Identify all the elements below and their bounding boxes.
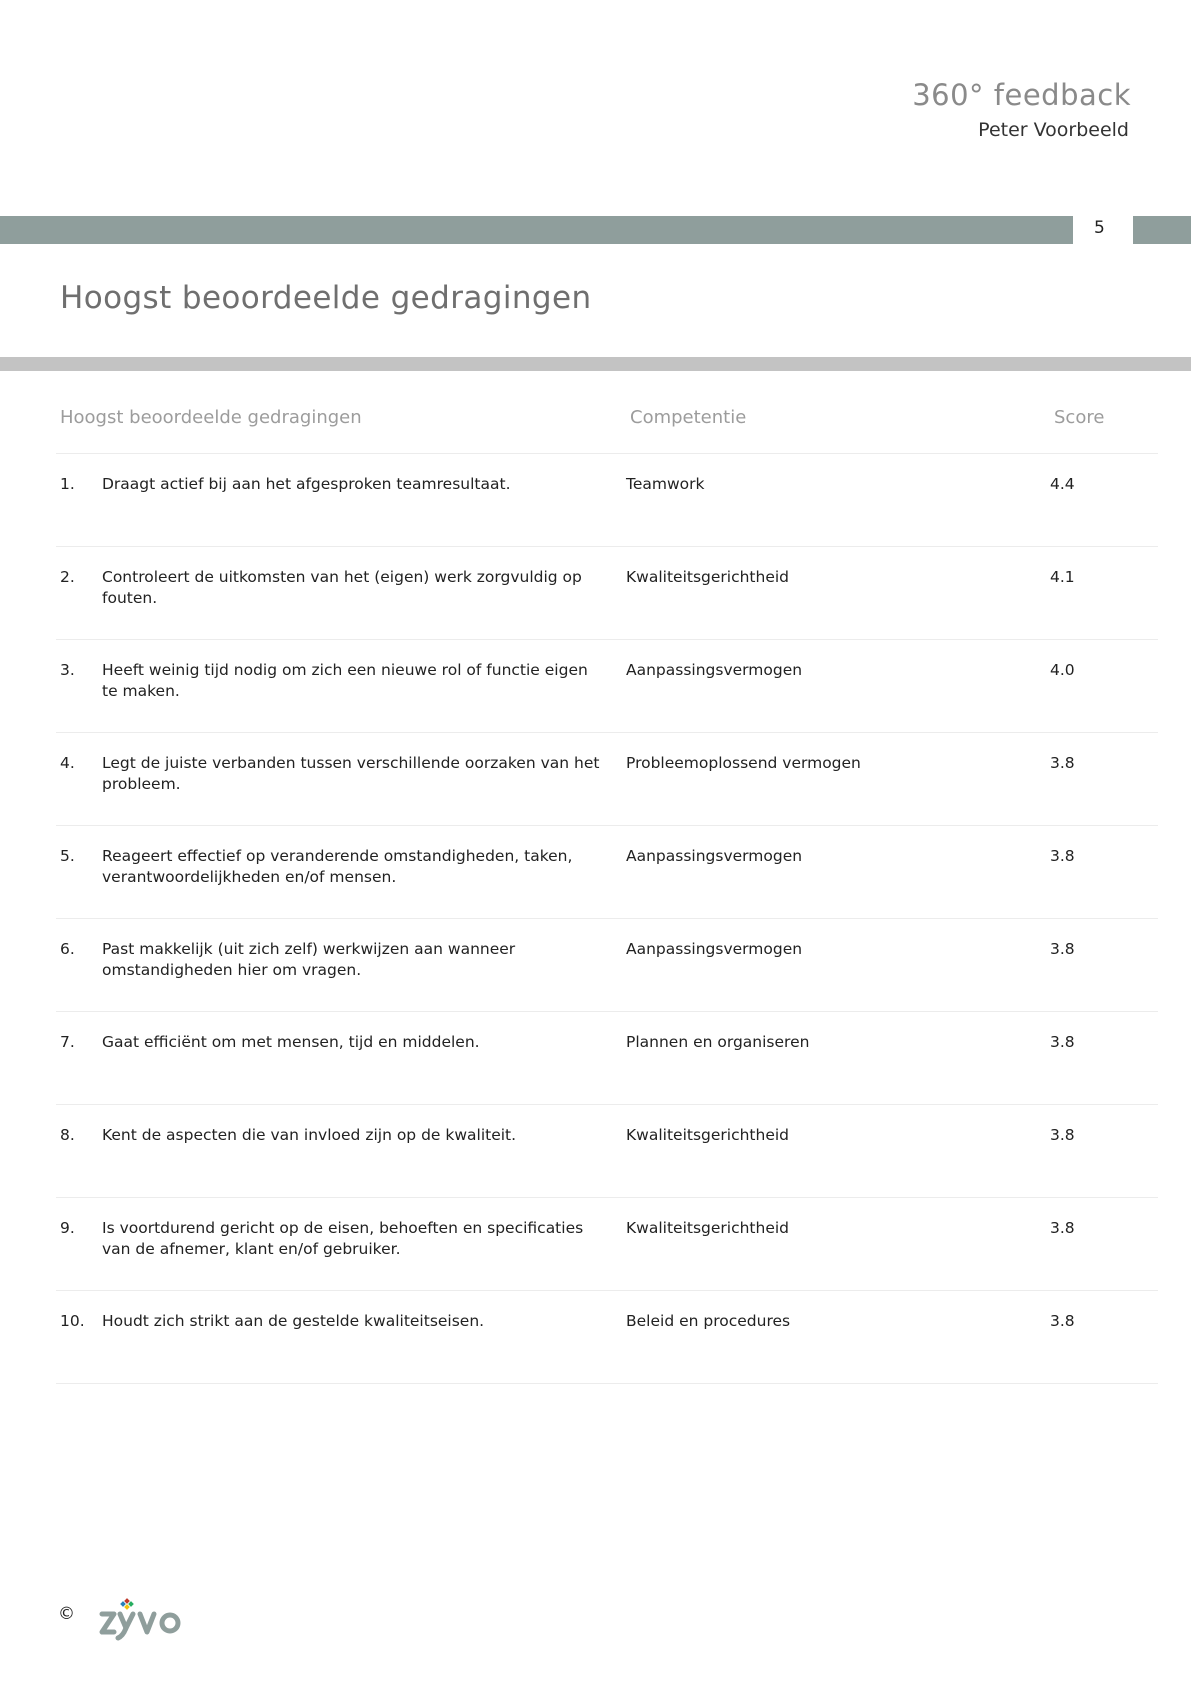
table-bottom-rule xyxy=(56,1383,1158,1384)
column-header-competency: Competentie xyxy=(630,407,747,428)
row-number: 5. xyxy=(60,847,75,865)
section-divider xyxy=(0,357,1191,371)
competency-text: Aanpassingsvermogen xyxy=(626,661,803,679)
competency-text: Probleemoplossend vermogen xyxy=(626,754,861,772)
score-value: 3.8 xyxy=(1050,1312,1075,1330)
competency-text: Kwaliteitsgerichtheid xyxy=(626,568,790,586)
document-title: 360° feedback xyxy=(912,78,1131,112)
column-header-score: Score xyxy=(1054,407,1105,428)
section-heading: Hoogst beoordeelde gedragingen xyxy=(60,280,592,316)
behavior-text: Legt de juiste verbanden tussen verschillende oorzaken van het probleem. xyxy=(102,754,600,793)
table-row xyxy=(56,1104,1158,1197)
behavior-text: Gaat efficiënt om met mensen, tijd en middelen. xyxy=(102,1033,480,1051)
table-row xyxy=(56,918,1158,1011)
person-name: Peter Voorbeeld xyxy=(978,119,1129,141)
table-row xyxy=(56,546,1158,639)
behavior-text: Houdt zich strikt aan de gestelde kwaliteitseisen. xyxy=(102,1312,485,1330)
score-value: 4.4 xyxy=(1050,475,1075,493)
row-number: 1. xyxy=(60,475,75,493)
competency-text: Kwaliteitsgerichtheid xyxy=(626,1219,790,1237)
row-number: 9. xyxy=(60,1219,75,1237)
score-value: 3.8 xyxy=(1050,1126,1075,1144)
page-number: 5 xyxy=(1094,218,1105,238)
competency-text: Teamwork xyxy=(626,475,705,493)
row-number: 2. xyxy=(60,568,75,586)
score-value: 3.8 xyxy=(1050,940,1075,958)
score-value: 3.8 xyxy=(1050,754,1075,772)
table-row xyxy=(56,639,1158,732)
score-value: 4.0 xyxy=(1050,661,1075,679)
header-band-left xyxy=(0,216,1073,244)
competency-text: Aanpassingsvermogen xyxy=(626,940,803,958)
behavior-text: Reageert effectief op veranderende omstandigheden, taken, verantwoordelijkheden en/of mensen. xyxy=(102,847,573,886)
competency-text: Aanpassingsvermogen xyxy=(626,847,803,865)
competency-text: Beleid en procedures xyxy=(626,1312,791,1330)
behavior-text: Controleert de uitkomsten van het (eigen) werk zorgvuldig op fouten. xyxy=(102,568,582,607)
competency-text: Kwaliteitsgerichtheid xyxy=(626,1126,790,1144)
row-number: 10. xyxy=(60,1312,85,1330)
table-row xyxy=(56,825,1158,918)
zyvo-logo-icon xyxy=(98,1594,184,1642)
row-number: 3. xyxy=(60,661,75,679)
score-value: 3.8 xyxy=(1050,1033,1075,1051)
copyright-symbol: © xyxy=(58,1604,75,1624)
competency-text: Plannen en organiseren xyxy=(626,1033,810,1051)
behavior-text: Past makkelijk (uit zich zelf) werkwijzen aan wanneer omstandigheden hier om vragen. xyxy=(102,940,516,979)
score-value: 3.8 xyxy=(1050,847,1075,865)
table-row xyxy=(56,1197,1158,1290)
behavior-table xyxy=(56,453,1158,1384)
score-value: 3.8 xyxy=(1050,1219,1075,1237)
behavior-text: Draagt actief bij aan het afgesproken teamresultaat. xyxy=(102,475,511,493)
row-number: 8. xyxy=(60,1126,75,1144)
behavior-text: Kent de aspecten die van invloed zijn op de kwaliteit. xyxy=(102,1126,517,1144)
column-header-behavior: Hoogst beoordeelde gedragingen xyxy=(60,407,362,428)
table-row xyxy=(56,1011,1158,1104)
table-row xyxy=(56,732,1158,825)
row-number: 7. xyxy=(60,1033,75,1051)
header-band-right xyxy=(1133,216,1191,244)
table-header xyxy=(60,407,1160,437)
behavior-text: Is voortdurend gericht op de eisen, behoeften en specificaties van de afnemer, klant en/of gebruiker. xyxy=(102,1219,584,1258)
table-row xyxy=(56,453,1158,546)
row-number: 4. xyxy=(60,754,75,772)
score-value: 4.1 xyxy=(1050,568,1075,586)
row-number: 6. xyxy=(60,940,75,958)
behavior-text: Heeft weinig tijd nodig om zich een nieuwe rol of functie eigen te maken. xyxy=(102,661,588,700)
table-row xyxy=(56,1290,1158,1383)
